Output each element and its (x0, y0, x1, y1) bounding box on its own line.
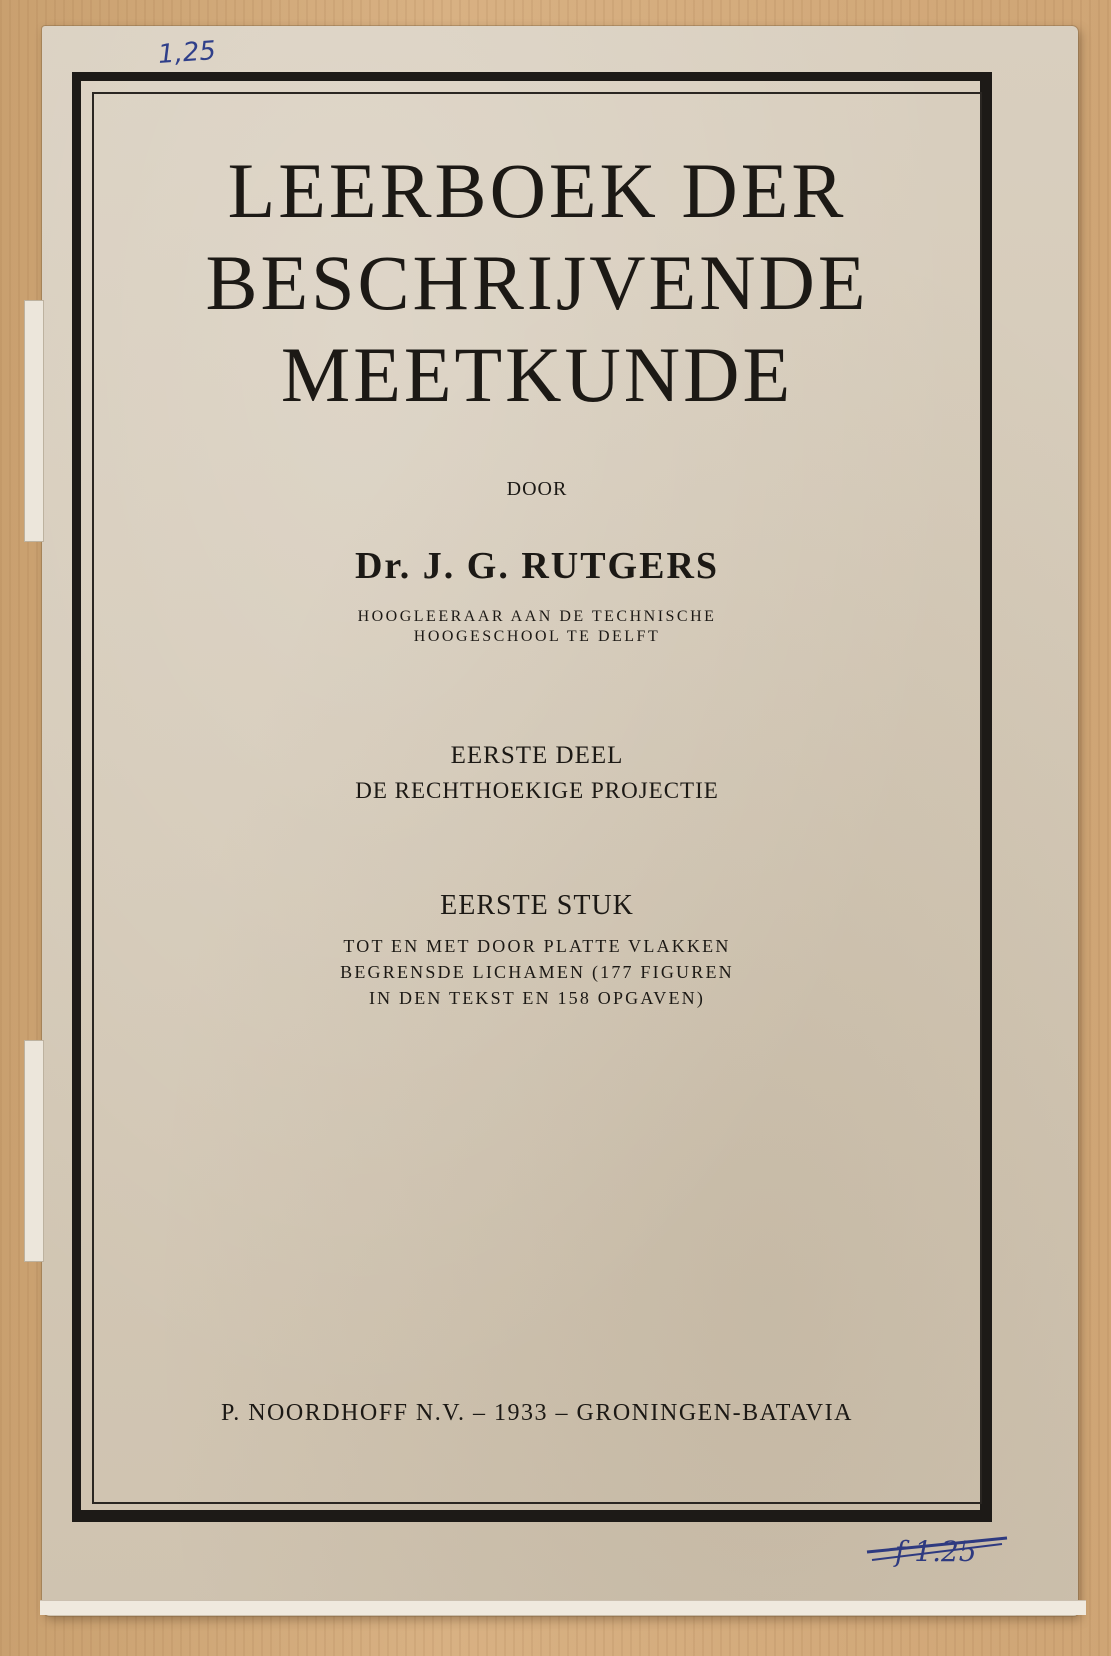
author-affiliation-line-2: HOOGESCHOOL TE DELFT (413, 628, 661, 645)
section-description-line-1: TOT EN MET DOOR PLATTE VLAKKEN (343, 936, 731, 956)
title-line-1: LEERBOEK DER (227, 147, 847, 234)
page-edge (40, 1600, 1086, 1615)
spine-label-text (25, 301, 43, 541)
title-line-3: MEETKUNDE (280, 331, 794, 418)
spine-label-bottom (24, 1040, 44, 1262)
spine-label-text (25, 1041, 43, 1261)
title-line-2: BESCHRIJVENDE (205, 239, 869, 326)
publisher-imprint: P. NOORDHOFF N.V. – 1933 – GRONINGEN-BATAVIA (221, 1400, 853, 1426)
author-name: Dr. J. G. RUTGERS (354, 545, 720, 587)
spine-label-top (24, 300, 44, 542)
section-description-line-2: BEGRENSDE LICHAMEN (177 FIGUREN (340, 962, 734, 982)
volume-part: EERSTE DEEL (450, 742, 624, 769)
author-affiliation-line-1: HOOGLEERAAR AAN DE TECHNISCHE (357, 608, 717, 625)
section-heading: EERSTE STUK (440, 890, 634, 921)
price-strikethrough-mark (862, 1530, 1012, 1570)
section-description-line-3: IN DEN TEKST EN 158 OPGAVEN) (368, 988, 706, 1008)
by-label: DOOR (506, 478, 568, 500)
handwritten-pencil-note: 1,25 (157, 36, 217, 70)
volume-part-subtitle: DE RECHTHOEKIGE PROJECTIE (355, 778, 719, 803)
handwritten-price: f 1.25 (895, 1535, 977, 1568)
